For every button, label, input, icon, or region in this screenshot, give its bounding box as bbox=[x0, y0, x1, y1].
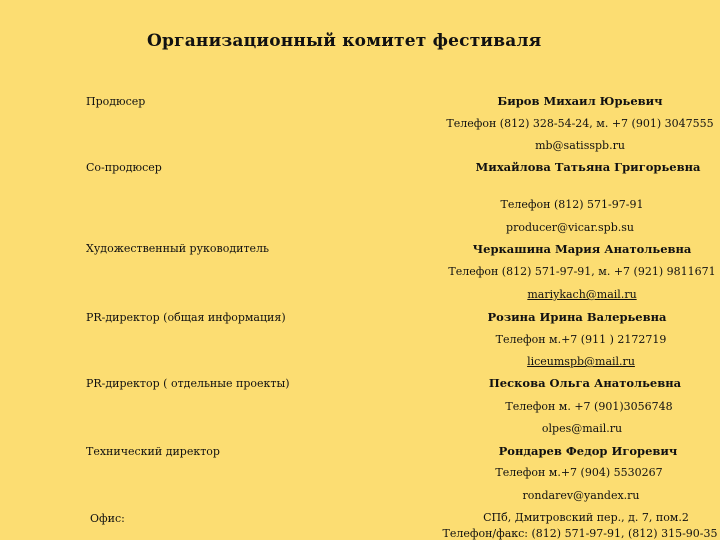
contact-email[interactable]: mb@satisspb.ru bbox=[535, 139, 625, 152]
office-address: СПб, Дмитровский пер., д. 7, пом.2 bbox=[483, 511, 689, 524]
contact-phone: Телефон м. +7 (901)3056748 bbox=[505, 400, 673, 413]
role-pr-director-general: PR-директор (общая информация) bbox=[86, 311, 286, 324]
contact-phone: Телефон (812) 328-54-24, м. +7 (901) 3047555 bbox=[446, 117, 714, 130]
contact-name: Пескова Ольга Анатольевна bbox=[488, 376, 682, 390]
role-art-director: Художественный руководитель bbox=[86, 242, 270, 255]
contact-name: Черкашина Мария Анатольевна bbox=[472, 242, 692, 256]
contact-email[interactable]: rondarev@yandex.ru bbox=[522, 489, 640, 502]
contact-phone: Телефон м.+7 (904) 5530267 bbox=[495, 466, 663, 479]
role-pr-director-projects: PR-директор ( отдельные проекты) bbox=[86, 377, 290, 390]
page-title: Организационный комитет фестиваля bbox=[147, 31, 542, 51]
contact-email[interactable]: olpes@mail.ru bbox=[541, 422, 623, 435]
contact-name: Розина Ирина Валерьевна bbox=[487, 310, 667, 324]
role-co-producer: Со-продюсер bbox=[86, 161, 162, 174]
contact-phone: Телефон м.+7 (911 ) 2172719 bbox=[495, 333, 667, 346]
role-producer: Продюсер bbox=[86, 95, 146, 108]
contact-phone: Телефон (812) 571-97-91, м. +7 (921) 9811671 bbox=[448, 265, 716, 278]
office-phone: Телефон/факс: (812) 571-97-91, (812) 315-90-35 bbox=[442, 527, 718, 540]
contact-email[interactable]: liceumspb@mail.ru bbox=[527, 355, 635, 368]
contact-name: Биров Михаил Юрьевич bbox=[497, 94, 663, 108]
contact-email[interactable]: producer@vicar.spb.su bbox=[506, 221, 634, 234]
contact-name: Рондарев Федор Игоревич bbox=[498, 444, 678, 458]
contact-email[interactable]: mariykach@mail.ru bbox=[527, 288, 637, 301]
role-technical-director: Технический директор bbox=[86, 445, 220, 458]
contact-phone: Телефон (812) 571-97-91 bbox=[500, 198, 644, 211]
role-office: Офис: bbox=[90, 512, 125, 525]
contact-name: Михайлова Татьяна Григорьевна bbox=[475, 160, 701, 174]
